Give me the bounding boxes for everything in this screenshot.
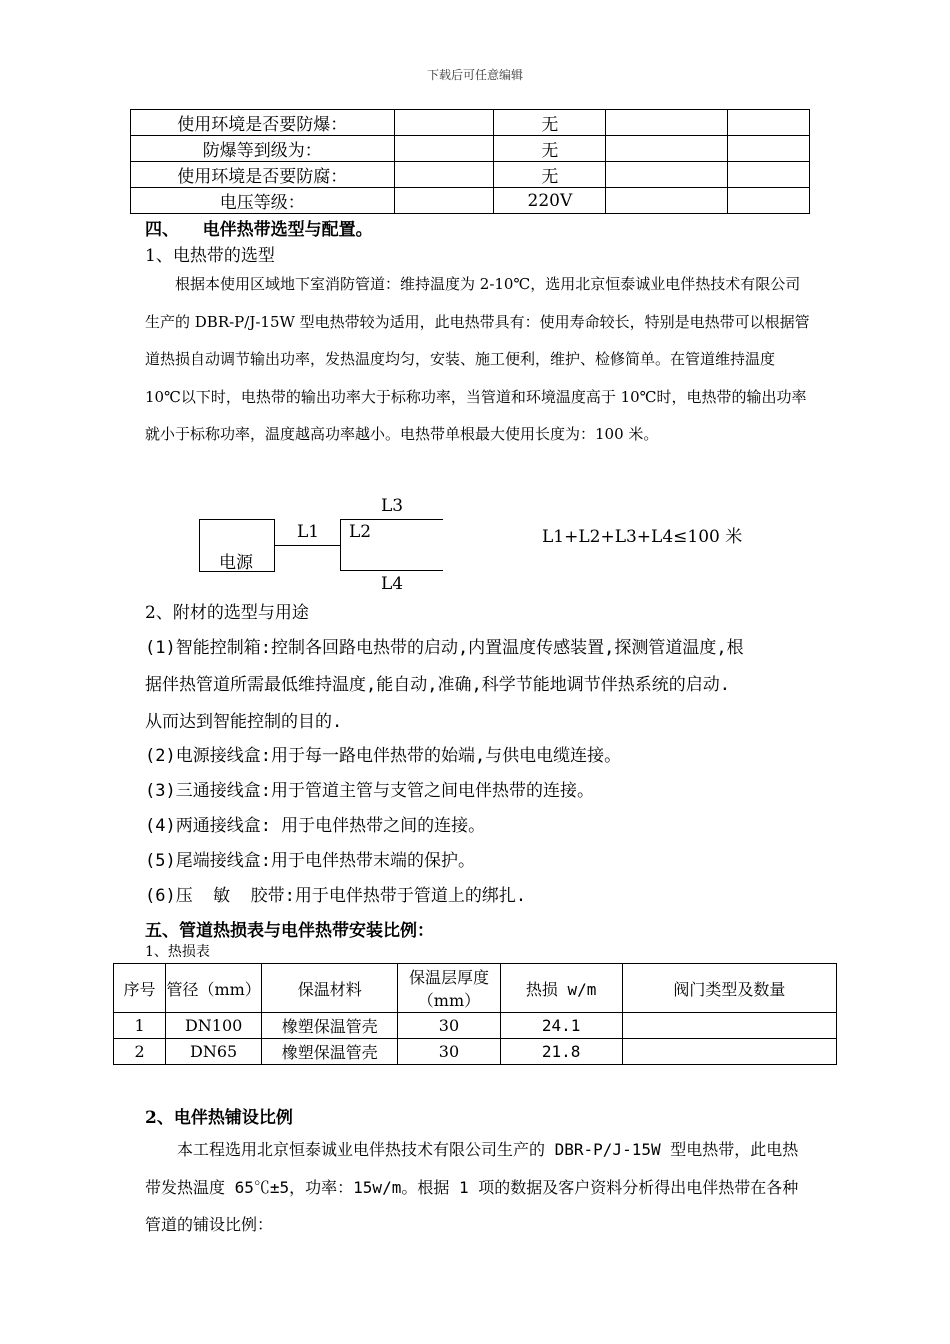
section4-sub1: 1、电热带的选型 [145,246,275,266]
env-value: 220V [494,188,606,214]
page-header: 下载后可任意编辑 [426,68,523,82]
list-item: (6)压 敏 胶带:用于电伴热带于管道上的绑扎. [145,886,527,906]
env-value: 无 [494,110,606,136]
table-row [114,1039,837,1065]
line-l2 [340,519,341,570]
section5-paragraph: 本工程选用北京恒泰诚业电伴热技术有限公司生产的 DBR-P/J-15W 型电热带，此电热带发热温度 65℃±5，功率：15w/m。根据 1 项的数据及客户资料分析得出电伴热带在各种管道的铺设比例： [145,1140,799,1235]
label-l2: L2 [349,522,372,542]
line-l1 [274,545,340,546]
env-label: 电压等级： [131,188,395,214]
table-header-row [114,964,837,1013]
section4-sub2: 2、附材的选型与用途 [145,603,309,623]
power-box [199,519,275,572]
table-row [131,188,810,214]
column-header: 保温层厚度（mm） [398,964,500,1013]
column-header: 热损 w/m [500,964,622,1013]
label-l4: L4 [381,574,404,594]
label-l1: L1 [297,522,320,542]
table-cell: 21.8 [500,1039,622,1065]
env-label: 使用环境是否要防腐： [131,162,395,188]
section5-sub2: 2、电伴热铺设比例 [145,1108,293,1128]
table-cell: 30 [398,1013,500,1039]
section5-sub1: 1、热损表 [145,944,210,960]
length-formula: L1+L2+L3+L4≤100 米 [542,527,743,547]
list-item: 从而达到智能控制的目的. [145,712,343,732]
table-cell [622,1039,836,1065]
table-row [131,110,810,136]
table-cell: DN100 [166,1013,262,1039]
env-label: 使用环境是否要防爆： [131,110,395,136]
env-value: 无 [494,136,606,162]
table-cell: 24.1 [500,1013,622,1039]
section4-title: 四、 电伴热带选型与配置。 [145,220,373,240]
list-item: 据伴热管道所需最低维持温度,能自动,准确,科学节能地调节伴热系统的启动. [145,675,730,695]
column-header: 保温材料 [262,964,398,1013]
heat-loss-table [113,963,837,1065]
table-cell: 橡塑保温管壳 [262,1013,398,1039]
list-item: (3)三通接线盒:用于管道主管与支管之间电伴热带的连接。 [145,781,594,801]
env-label: 防爆等到级为： [131,136,395,162]
line-l4 [340,570,443,571]
line-l3 [340,519,443,520]
table-cell: 30 [398,1039,500,1065]
table-row [131,162,810,188]
table-cell: 橡塑保温管壳 [262,1039,398,1065]
power-label: 电源 [219,553,253,573]
column-header: 阀门类型及数量 [622,964,836,1013]
table-row [114,1013,837,1039]
label-l3: L3 [381,496,404,516]
table-cell: DN65 [166,1039,262,1065]
column-header: 管径（mm） [166,964,262,1013]
table-row [131,136,810,162]
table-cell: 2 [114,1039,166,1065]
table-cell: 1 [114,1013,166,1039]
list-item: (2)电源接线盒:用于每一路电伴热带的始端,与供电电缆连接。 [145,746,622,766]
section4-paragraph: 根据本使用区域地下室消防管道：维持温度为 2-10℃，选用北京恒泰诚业电伴热技术有限公司生产的 DBR-P/J-15W 型电热带较为适用，此电热带具有：使用寿命较长，特别是电热带可以根据管道热损自动调节输出功率，发热温度均匀，安装、施工便利，维护、检修简单。在管道维持温度 10℃以下时，电热带的输出功率大于标称功率，当管道和环境温度高于 10℃时，电热带的输出功率就小于标称功率，温度越高功率越小。电热带单根最大使用长度为：100 米。 [145,275,810,444]
table-cell [622,1013,836,1039]
list-item: (4)两通接线盒: 用于电伴热带之间的连接。 [145,816,486,836]
list-item: (1)智能控制箱:控制各回路电热带的启动,内置温度传感装置,探测管道温度,根 [145,638,744,658]
list-item: (5)尾端接线盒:用于电伴热带末端的保护。 [145,851,475,871]
env-value: 无 [494,162,606,188]
section5-title: 五、管道热损表与电伴热带安装比例： [145,921,434,941]
environment-table [130,109,810,214]
column-header: 序号 [114,964,166,1013]
